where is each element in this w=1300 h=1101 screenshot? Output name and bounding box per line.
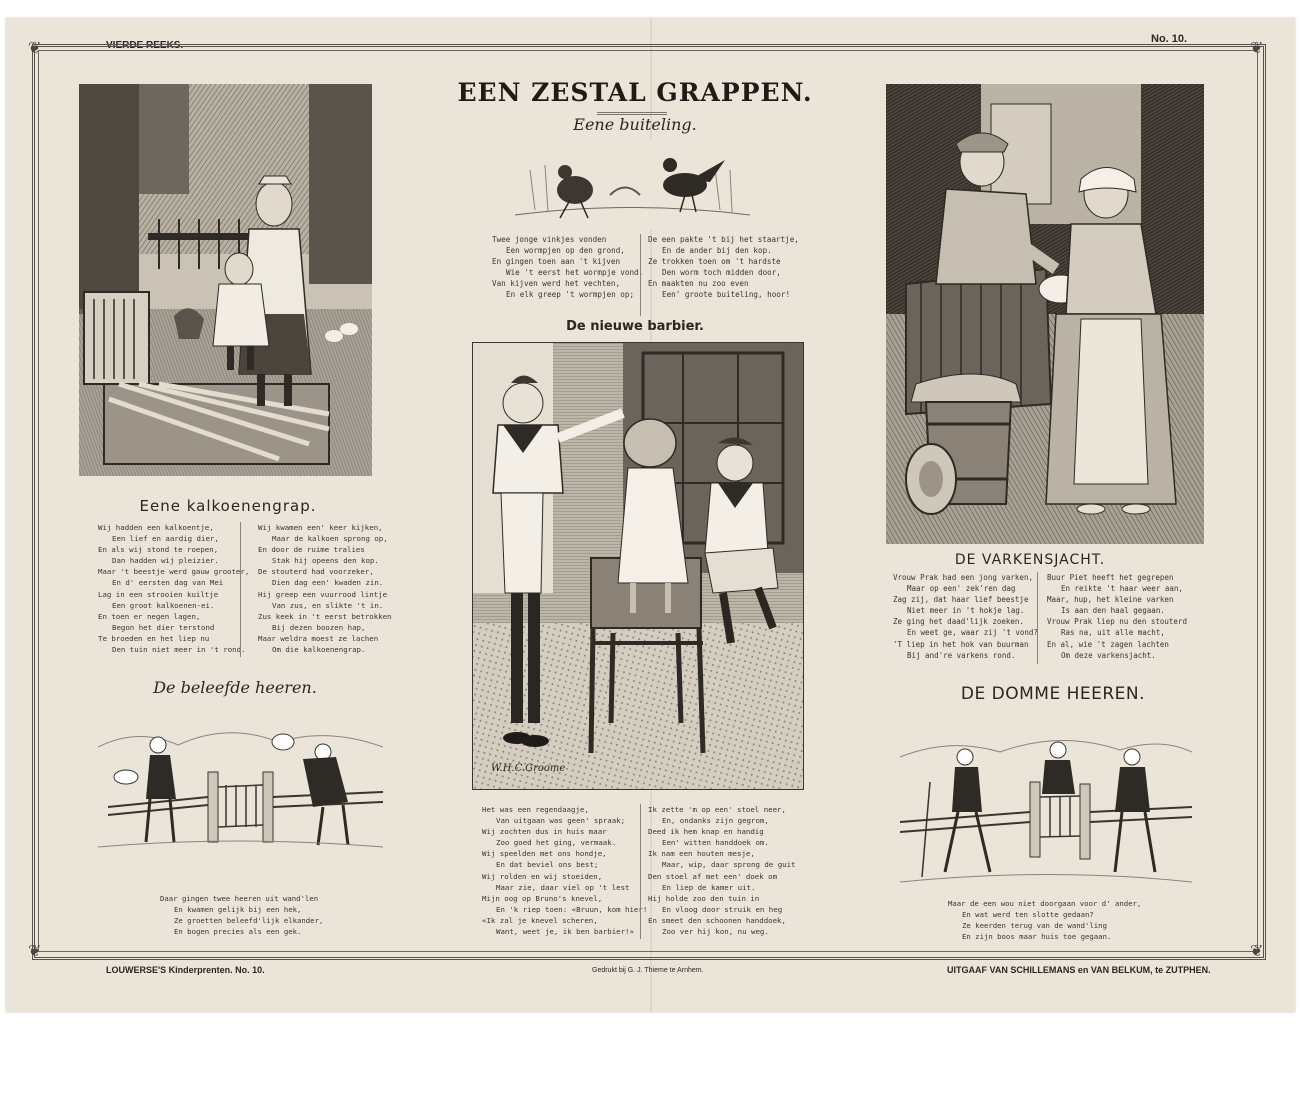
poem-line: Een wormpjen op den grond, (506, 246, 625, 256)
domme-heading: DE DOMME HEEREN. (960, 684, 1146, 704)
poem-line: Want, weet je, ik ben barbier!» (496, 927, 634, 937)
poem-line: Wij kwamen een' keer kijken, (258, 523, 383, 532)
varkensjacht-poem-col2 (1047, 572, 1187, 661)
poem-line: Een groot kalkoenen-ei. (112, 600, 215, 610)
poem-line: En d' eersten dag van Mei (112, 578, 224, 588)
poem-line: Niet meer in 't hokje lag. (907, 606, 1025, 616)
poem-line: Ze groetten beleefd'lijk elkander, (174, 916, 324, 926)
barbier-illustration (472, 342, 804, 790)
poem-line: En bogen precies als een gek. (174, 927, 302, 937)
poem-line: En, ondanks zijn gegrom, (662, 816, 769, 826)
poem-line: En kwamen gelijk bij een hek, (174, 905, 302, 915)
domme-poem (948, 898, 1141, 942)
poem-line: Van uitgaan was geen' spraak; (496, 816, 626, 826)
poem-line: En weet ge, waar zij 't vond? (907, 628, 1038, 638)
poem-line: Maar zie, daar viel op 't lest (496, 882, 630, 892)
footer-publisher: UITGAAF VAN SCHILLEMANS en VAN BELKUM, te ZUTPHEN. (947, 965, 1211, 975)
poem-line: Begon het dier terstond (112, 622, 215, 632)
issue-number: No. 10. (1151, 33, 1188, 45)
footer-series: LOUWERSE'S Kinderprenten. No. 10. (106, 965, 265, 975)
page-title: EEN ZESTAL GRAPPEN. (457, 78, 813, 107)
poem-line: Wij hadden een kalkoentje, (98, 523, 214, 532)
beleefde-heading: De beleefde heeren. (153, 678, 317, 697)
poem-line: Dien dag een' kwaden zin. (272, 578, 384, 588)
poem-line: Is aan den haal gegaan. (1061, 606, 1165, 616)
poem-line: Zag zij, dat haar lief beestje (893, 595, 1029, 605)
varkensjacht-heading: DE VARKENSJACHT. (954, 552, 1106, 568)
poem-line: Mijn oog op Bruno's knevel, (482, 893, 603, 903)
poem-line: Bij and're varkens rond. (907, 650, 1016, 660)
poem-line: Vrouw Prak had een jong varken, (893, 573, 1033, 582)
poem-line: En vloog door struik en heg (662, 904, 783, 914)
poem-line: En al, wie 't zagen lachten (1047, 639, 1169, 649)
poem-line: Wie 't eerst het wormpje vond. (506, 268, 644, 278)
poem-line: Bij dezen boozen hap, (272, 622, 366, 632)
artist-signature: W.H.C.Groome (491, 763, 566, 774)
poem-line: Zoo goed het ging, vermaak. (496, 838, 617, 848)
series-label: VIERDE REEKS. (106, 40, 184, 51)
poem-line: Ik zette 'm op een' stoel neer, (648, 805, 786, 814)
varkensjacht-poem-col1 (893, 572, 1038, 661)
poem-line: De stouterd had voorzeker, (258, 567, 374, 577)
kalkoen-heading: Eene kalkoenengrap. (139, 497, 317, 515)
poem-line: Deed ik hem knap en handig (648, 827, 764, 837)
poem-line: En dat beviel ons best; (496, 860, 599, 870)
poem-line: En gingen toen aan 't kijven (492, 257, 621, 267)
poem-line: En de ander bij den kop. (662, 246, 772, 256)
column-divider (240, 522, 241, 657)
buiteling-poem-col2 (648, 234, 799, 301)
poem-line: Dan hadden wij pleizier. (112, 556, 219, 566)
poem-line: Stak hij opeens den kop. (272, 556, 379, 566)
poem-line: En zijn boos maar huis toe gegaan. (962, 932, 1112, 942)
poem-line: Maar weldra moest ze lachen (258, 633, 379, 643)
poem-line: Wij rolden en wij stoeiden, (482, 871, 603, 881)
poem-line: Maar de kalkoen sprong op, (272, 534, 388, 544)
beleefde-poem (160, 893, 323, 937)
buiteling-illustration (510, 140, 755, 230)
domme-illustration (900, 712, 1192, 892)
poem-line: En maakten nu zoo even (648, 279, 749, 289)
poem-line: Te broeden en het liep nu (98, 633, 210, 643)
beleefde-illustration (98, 707, 383, 857)
poem-line: Het was een regendaagje, (482, 805, 589, 814)
poem-line: Hij holde zoo den tuin in (648, 893, 760, 903)
poem-line: Hij greep een vuurrood lintje (258, 589, 388, 599)
kalkoen-poem-col2 (258, 522, 392, 655)
poem-line: Lag in een strooien kuiltje (98, 589, 219, 599)
poem-line: Vrouw Prak liep nu den stouterd (1047, 617, 1187, 627)
poem-line: Daar gingen twee heeren uit wand'len (160, 894, 319, 903)
poem-line: En door de ruime tralies (258, 545, 365, 555)
poem-line: Den stoel af met een' doek om (648, 871, 778, 881)
poem-line: Een lief en aardig dier, (112, 534, 219, 544)
column-divider (1037, 572, 1038, 664)
kalkoen-illustration (79, 84, 372, 476)
poem-line: Ze ging het daad'lijk zoeken. (893, 617, 1024, 627)
column-divider (640, 234, 641, 316)
poem-line: Om deze varkensjacht. (1061, 650, 1156, 660)
poem-line: En 'k riep toen: «Bruun, kom hier! (496, 904, 648, 914)
corner-ornament-icon: ❦ (28, 941, 42, 960)
barbier-poem-col2 (648, 804, 796, 937)
poem-line: Ik nam een houten mesje, (648, 849, 755, 859)
poem-line: Maar, wip, daar sprong de guit (662, 860, 796, 870)
barbier-poem-col1 (482, 804, 647, 937)
poem-line: Van kijven werd het vechten, (492, 279, 621, 289)
poem-line: Twee jonge vinkjes vonden (492, 235, 607, 244)
corner-ornament-icon: ❦ (1250, 38, 1264, 57)
poem-line: Maar, hup, het kleine varken (1047, 595, 1174, 605)
poem-line: Wij speelden met ons hondje, (482, 849, 607, 859)
poem-line: En wat werd ten slotte gedaan? (962, 910, 1094, 920)
poem-line: «Ik zal je knevel scheren, (482, 915, 598, 925)
buiteling-poem-col1 (492, 234, 643, 301)
poem-line: De een pakte 't bij het staartje, (648, 235, 799, 244)
barbier-heading: De nieuwe barbier. (566, 319, 704, 334)
poem-line: Ras na, uit alle macht, (1061, 628, 1165, 638)
poem-line: Maar de een wou niet doorgaan voor d' ander, (948, 899, 1142, 908)
poem-line: Zoo ver hij kon, nu weg. (662, 927, 769, 937)
poem-line: Maar op een' zek'ren dag (907, 584, 1016, 594)
poem-line: Zus keek in 't eerst betrokken (258, 611, 392, 621)
buiteling-heading: Eene buiteling. (573, 115, 697, 134)
footer-printer: Gedrukt bij G. J. Thieme te Arnhem. (592, 967, 704, 974)
poem-line: Ze keerden terug van de wand'ling (962, 921, 1107, 931)
poem-line: En elk greep 't wormpjen op; (506, 290, 635, 300)
poem-line: Van zus, en slikte 't in. (272, 600, 384, 610)
poem-line: En smeet den schoonen handdoek, (648, 915, 786, 925)
poem-line: Ze trokken toen om 't hardste (648, 257, 781, 267)
poem-line: Maar 't beestje werd gauw grooter, (98, 567, 250, 577)
corner-ornament-icon: ❦ (1250, 941, 1264, 960)
varkensjacht-illustration (886, 84, 1204, 544)
poem-line: Een' groote buiteling, hoor! (662, 290, 791, 300)
poem-line: Den worm toch midden door, (662, 268, 781, 278)
corner-ornament-icon: ❦ (28, 38, 42, 57)
column-divider (640, 804, 641, 939)
poem-line: En reikte 't haar weer aan, (1061, 584, 1183, 594)
kalkoen-poem-col1 (98, 522, 249, 655)
poem-line: Buur Piet heeft het gegrepen (1047, 573, 1174, 582)
poem-line: Om die kalkoenengrap. (272, 645, 366, 655)
poem-line: 'T liep in het hok van buurman (893, 639, 1029, 649)
poem-line: Wij zochten dus in huis maar (482, 827, 607, 837)
poem-line: En liep de kamer uit. (662, 882, 756, 892)
poem-line: Een' witten handdoek om. (662, 838, 769, 848)
poem-line: Den tuin niet meer in 't rond. (112, 645, 246, 655)
poem-line: En als wij stond te roepen, (98, 545, 219, 555)
poem-line: En toen er negen lagen, (98, 611, 201, 621)
